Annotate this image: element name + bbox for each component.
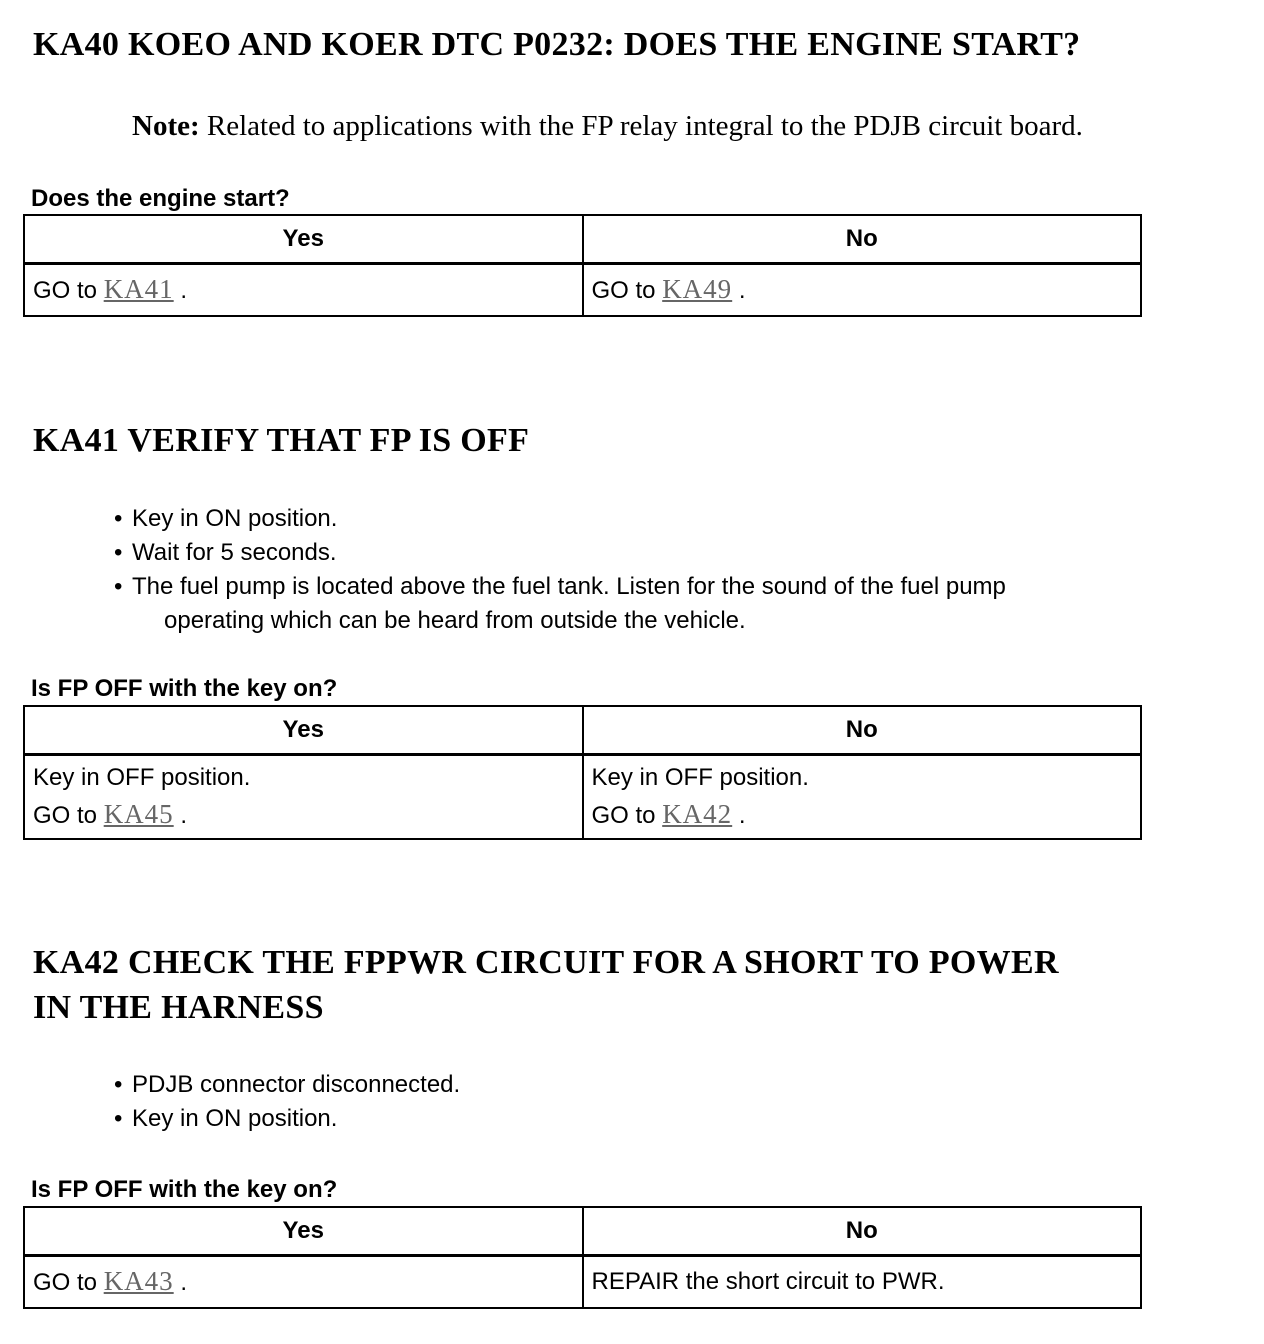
- list-item: [114, 502, 1164, 536]
- cell-line: Key in OFF position.: [33, 764, 251, 791]
- ka42-link[interactable]: KA42: [662, 799, 733, 829]
- ka42-heading: KA42 CHECK THE FPPWR CIRCUIT FOR A SHORT TO POWER: [33, 944, 1059, 981]
- ka40-question: Does the engine start?: [31, 185, 290, 212]
- ka49-link[interactable]: KA49: [662, 274, 733, 304]
- ka41-steps-list: [114, 502, 1164, 638]
- no-header: No: [583, 215, 1142, 264]
- table-header-row: [24, 1207, 1141, 1256]
- no-header: No: [583, 706, 1142, 755]
- table-header-row: [24, 215, 1141, 264]
- ka45-link[interactable]: KA45: [103, 799, 174, 829]
- step-text: Key in ON position.: [132, 505, 338, 532]
- ka41-heading: KA41 VERIFY THAT FP IS OFF: [33, 422, 530, 459]
- cell-suffix: .: [173, 277, 188, 304]
- list-item: [114, 1068, 1164, 1102]
- yes-cell: [24, 264, 583, 317]
- cell-suffix: .: [732, 277, 746, 304]
- step-text: The fuel pump is located above the fuel tank. Listen for the sound of the fuel pump: [132, 573, 1006, 600]
- ka42-answer-table: [23, 1206, 1142, 1309]
- table-row: [24, 1256, 1141, 1309]
- bullet-icon: •: [114, 539, 123, 566]
- ka41-answer-table: [23, 705, 1142, 840]
- ka42-question: Is FP OFF with the key on?: [31, 1176, 338, 1203]
- step-text: Wait for 5 seconds.: [132, 539, 337, 566]
- step-continuation: operating which can be heard from outside the vehicle.: [164, 607, 746, 634]
- repair-text: REPAIR the short circuit to PWR.: [591, 1268, 945, 1295]
- list-item: [114, 570, 1164, 638]
- list-item: [114, 536, 1164, 570]
- bullet-icon: •: [114, 573, 123, 600]
- ka41-link[interactable]: KA41: [103, 274, 174, 304]
- cell-line: Key in OFF position.: [591, 764, 809, 791]
- go-to-text: GO to: [33, 1269, 104, 1296]
- cell-suffix: .: [173, 1269, 188, 1296]
- ka40-note: [132, 108, 1083, 144]
- yes-cell: [24, 755, 583, 840]
- note-label: Note:: [132, 110, 200, 142]
- cell-suffix: .: [732, 802, 746, 829]
- bullet-icon: •: [114, 1071, 123, 1098]
- ka40-answer-table: [23, 214, 1142, 317]
- cell-suffix: .: [173, 802, 188, 829]
- step-text: PDJB connector disconnected.: [132, 1071, 461, 1098]
- yes-header: Yes: [24, 706, 583, 755]
- ka43-link[interactable]: KA43: [103, 1266, 174, 1296]
- step-text: Key in ON position.: [132, 1105, 338, 1132]
- ka41-question: Is FP OFF with the key on?: [31, 675, 338, 702]
- bullet-icon: •: [114, 505, 123, 532]
- table-row: [24, 755, 1141, 840]
- ka42-steps-list: [114, 1068, 1164, 1136]
- yes-cell: [24, 1256, 583, 1309]
- no-header: No: [583, 1207, 1142, 1256]
- go-to-text: GO to: [33, 277, 104, 304]
- no-cell: [583, 1256, 1142, 1309]
- go-to-text: GO to: [33, 802, 104, 829]
- bullet-icon: •: [114, 1105, 123, 1132]
- ka40-heading: KA40 KOEO AND KOER DTC P0232: DOES THE ENGINE START?: [33, 26, 1081, 63]
- note-text: Related to applications with the FP relay integral to the PDJB circuit board.: [199, 110, 1083, 142]
- yes-header: Yes: [24, 215, 583, 264]
- go-to-text: GO to: [591, 802, 663, 829]
- go-to-text: GO to: [591, 277, 663, 304]
- ka42-heading-line2: IN THE HARNESS: [33, 989, 324, 1026]
- table-row: [24, 264, 1141, 317]
- yes-header: Yes: [24, 1207, 583, 1256]
- no-cell: [583, 264, 1142, 317]
- table-header-row: [24, 706, 1141, 755]
- no-cell: [583, 755, 1142, 840]
- list-item: [114, 1102, 1164, 1136]
